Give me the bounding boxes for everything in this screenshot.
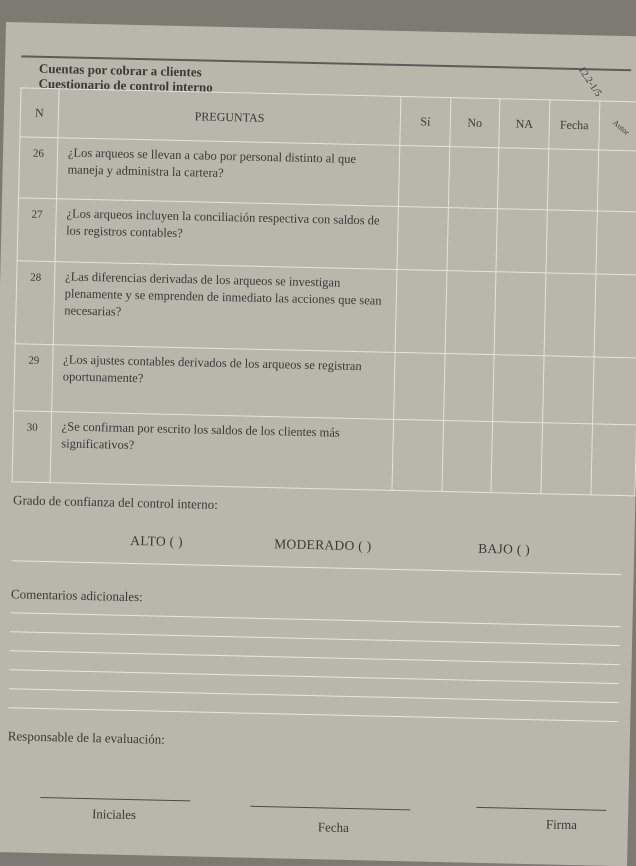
table-row <box>15 261 636 358</box>
row-number: 28 <box>30 271 42 284</box>
answer-no-cell[interactable] <box>443 354 494 422</box>
row-number: 30 <box>26 421 38 434</box>
fecha-cell[interactable] <box>542 356 594 424</box>
confidence-low-option[interactable]: BAJO ( ) <box>478 540 531 558</box>
table-row <box>12 411 636 496</box>
form-subtitle: Cuestionario de control interno <box>38 75 213 95</box>
answer-no-cell[interactable] <box>442 421 493 493</box>
col-autor-header: Autor <box>599 101 636 151</box>
answer-si-cell[interactable] <box>399 145 450 207</box>
form-code: 12.2-1/5 <box>576 64 604 99</box>
answer-na-cell[interactable] <box>494 272 546 356</box>
fecha-cell[interactable] <box>546 210 598 274</box>
col-no-header: No <box>450 98 501 148</box>
comment-line[interactable] <box>10 650 620 665</box>
answer-na-cell[interactable] <box>493 355 544 423</box>
answer-si-cell[interactable] <box>397 206 448 270</box>
comment-line[interactable] <box>9 688 619 703</box>
confidence-moderate-option[interactable]: MODERADO ( ) <box>274 536 372 554</box>
question-text: ¿Los arqueos se llevan a cabo por personal distinto al que maneja y administra la cartera? <box>67 145 357 180</box>
row-number: 27 <box>31 208 43 221</box>
questionnaire-table <box>12 87 636 496</box>
initials-line[interactable] <box>40 797 190 801</box>
form-title: Cuentas por cobrar a clientes <box>38 60 202 80</box>
fecha-cell[interactable] <box>544 273 596 357</box>
date-label: Fecha <box>317 819 350 835</box>
col-fecha-header: Fecha <box>549 100 600 150</box>
confidence-label: Grado de confianza del control interno: <box>12 492 218 512</box>
autor-cell[interactable] <box>596 211 636 275</box>
question-text: ¿Se confirman por escrito los saldos de los clientes más significativos? <box>61 419 340 453</box>
answer-no-cell[interactable] <box>447 208 498 272</box>
answer-no-cell[interactable] <box>445 271 496 355</box>
date-line[interactable] <box>250 806 410 811</box>
row-number: 29 <box>28 354 40 367</box>
col-n-header: N <box>20 88 59 138</box>
answer-si-cell[interactable] <box>395 269 446 353</box>
answer-si-cell[interactable] <box>392 419 443 491</box>
comment-line[interactable] <box>10 631 620 646</box>
fecha-cell[interactable] <box>547 149 598 211</box>
divider <box>12 560 622 575</box>
question-text: ¿Las diferencias derivadas de los arqueos se investigan plenamente y se emprenden de inmediato las acciones que sean necesarias? <box>64 269 382 319</box>
signature-label: Firma <box>545 816 578 833</box>
question-text: ¿Los ajustes contables derivados de los arqueos se registran oportunamente? <box>62 352 362 386</box>
row-number: 26 <box>32 147 45 160</box>
col-preguntas-header: PREGUNTAS <box>58 89 402 146</box>
fecha-cell[interactable] <box>541 423 593 495</box>
answer-na-cell[interactable] <box>498 148 549 210</box>
comment-line[interactable] <box>8 707 618 722</box>
initials-label: Iniciales <box>91 806 137 823</box>
autor-cell[interactable] <box>593 357 636 425</box>
comment-line[interactable] <box>11 612 621 627</box>
responsible-label: Responsable de la evaluación: <box>7 728 165 747</box>
autor-cell[interactable] <box>594 274 636 358</box>
comments-label: Comentarios adicionales: <box>10 586 143 605</box>
answer-na-cell[interactable] <box>491 422 542 494</box>
col-na-header: NA <box>499 99 550 149</box>
comment-line[interactable] <box>9 669 619 684</box>
col-si-header: Sí <box>400 96 450 146</box>
autor-cell[interactable] <box>591 424 636 496</box>
confidence-high-option[interactable]: ALTO ( ) <box>130 532 184 550</box>
answer-si-cell[interactable] <box>394 352 445 420</box>
document-page <box>0 22 636 866</box>
answer-no-cell[interactable] <box>448 147 499 209</box>
signature-line[interactable] <box>476 807 606 811</box>
question-text: ¿Los arqueos incluyen la conciliación respectiva con saldos de los registros contables? <box>66 206 380 241</box>
autor-cell[interactable] <box>597 150 636 212</box>
answer-na-cell[interactable] <box>496 209 547 273</box>
